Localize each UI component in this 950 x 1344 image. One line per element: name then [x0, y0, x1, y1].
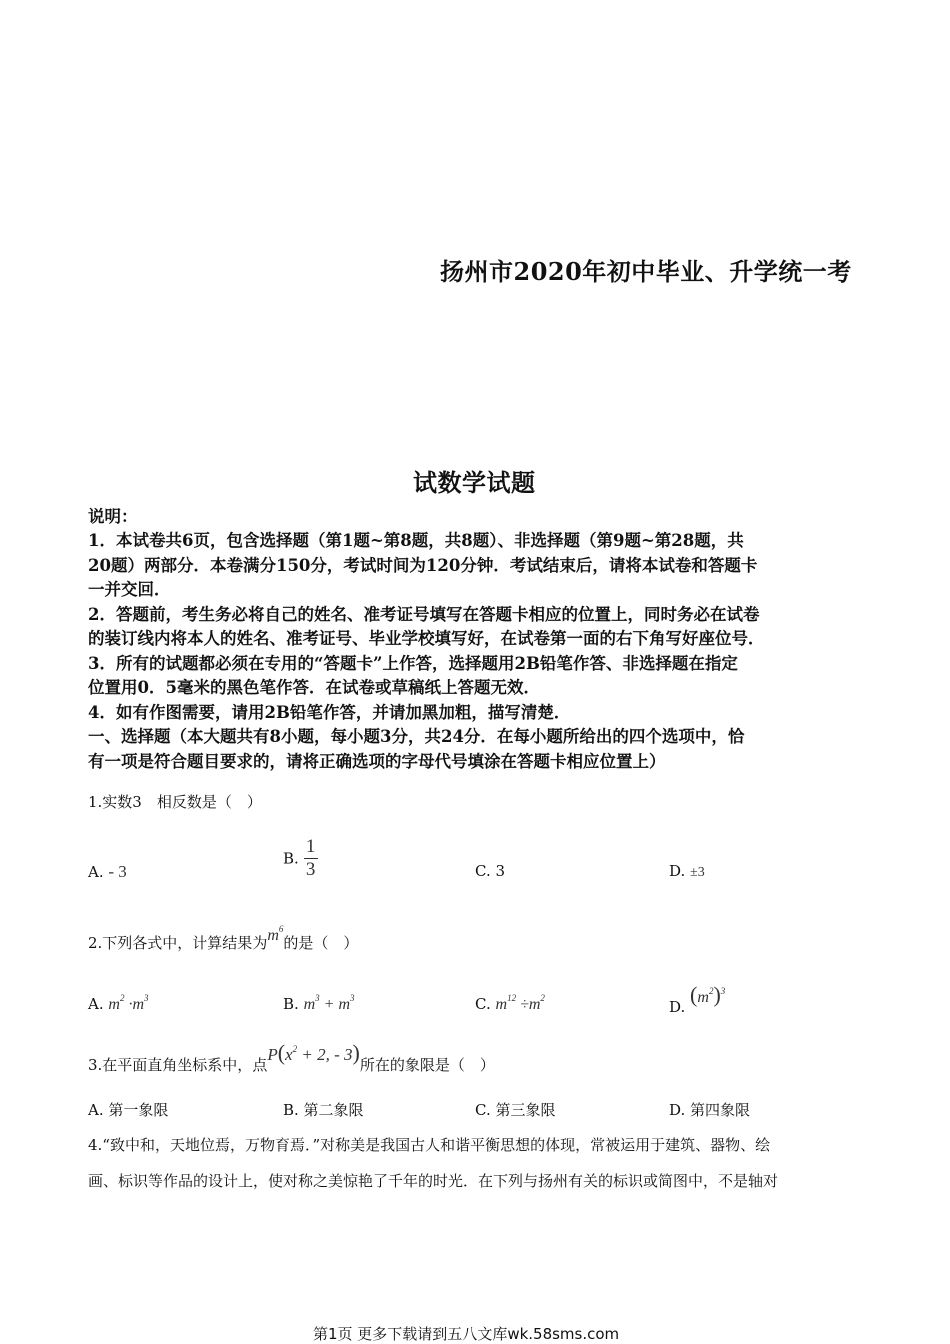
question-text [88, 1040, 495, 1074]
section-heading-line2: 有一项是符合题目要求的，请将正确选项的字母代号填涂在答题卡相应位置上） [88, 752, 666, 771]
option-c: C. 3 [475, 862, 506, 880]
option-d [669, 982, 726, 1016]
option-c: C. 第三象限 [475, 1101, 556, 1119]
option-label: C. [475, 995, 491, 1013]
instruction-line: 20题）两部分．本卷满分150分，考试时间为120分钟．考试结束后，请将本试卷和答题卡 [88, 556, 758, 575]
instruction-line: 2．答题前，考生务必将自己的姓名、准考证号填写在答题卡相应的位置上，同时务必在试卷 [88, 605, 760, 624]
question-text-pre: 3.在平面直角坐标系中，点 [88, 1056, 268, 1074]
question-text-post: 的是（ ） [283, 934, 359, 952]
option-label: B. [283, 995, 299, 1013]
denominator: 3 [305, 859, 316, 880]
option-value: - 3 [108, 862, 127, 881]
page-title-line1: 扬州市2020年初中毕业、升学统一考 [440, 257, 852, 286]
option-value: $(m^2)^3$ [690, 982, 726, 1007]
instruction-line: 一并交回． [88, 580, 171, 599]
option-value: $m^{12} \div m^2$ [495, 993, 545, 1013]
instruction-line: 的装订线内将本人的姓名、准考证号、毕业学校填写好，在试卷第一面的右下角写好座位号． [88, 629, 765, 648]
instruction-line: 位置用0．5毫米的黑色笔作答．在试卷或草稿纸上答题无效． [88, 678, 540, 697]
question-text-post: 所在的象限是（ ） [359, 1056, 495, 1074]
question-text-pre: 2.下列各式中，计算结果为 [88, 934, 268, 952]
numerator: 1 [305, 836, 316, 857]
option-b [283, 836, 318, 881]
option-d: D. 第四象限 [669, 1101, 751, 1119]
option-label: A. [88, 863, 104, 881]
option-value: ±3 [690, 865, 705, 880]
question-text-line1: 4.“致中和，天地位焉，万物育焉．”对称美是我国古人和谐平衡思想的体现，常被运用于建筑、器物、绘 [88, 1136, 771, 1154]
question-text-line2: 画、标识等作品的设计上，使对称之美惊艳了千年的时光．在下列与扬州有关的标识或简图中，不是轴对 [88, 1172, 779, 1190]
option-b: B. 第二象限 [283, 1101, 364, 1119]
instructions-heading: 说明： [88, 507, 138, 526]
option-b [283, 993, 355, 1014]
option-d [669, 862, 705, 881]
section-heading-line1: 一、选择题（本大题共有8小题，每小题3分，共24分．在每小题所给出的四个选项中，恰 [88, 727, 745, 746]
question-text: 1.实数3 相反数是（ ） [88, 793, 262, 811]
option-label: B. [283, 849, 299, 868]
option-label: A. [88, 995, 104, 1013]
option-label: D. [669, 862, 686, 880]
math-var [267, 924, 284, 944]
fraction [304, 836, 318, 881]
option-a: A. 第一象限 [88, 1101, 169, 1119]
option-a [88, 993, 149, 1014]
option-a [88, 862, 127, 882]
math-base: m [267, 927, 279, 944]
instruction-line: 3．所有的试题都必须在专用的“答题卡”上作答，选择题用2B铅笔作答、非选择题在指定 [88, 654, 738, 673]
option-label: D. [669, 998, 686, 1016]
question-text [88, 924, 359, 953]
point-expression: $P(x^2 + 2$, - 3) [267, 1040, 360, 1065]
page-footer: 第1页 更多下载请到五八文库wk.58sms.com [313, 1325, 620, 1343]
option-c [475, 993, 545, 1014]
math-exponent: 6 [278, 924, 284, 934]
instruction-line: 4．如有作图需要，请用2B铅笔作答，并请加黑加粗，描写清楚． [88, 703, 571, 722]
instruction-line: 1．本试卷共6页，包含选择题（第1题~第8题，共8题）、非选择题（第9题~第28题，共 [88, 531, 744, 550]
option-value: $m^2 \cdot m^3$ [108, 993, 149, 1013]
page-title-line2: 试数学试题 [413, 468, 536, 497]
option-value: $m^3 + m^3$ [303, 993, 355, 1013]
